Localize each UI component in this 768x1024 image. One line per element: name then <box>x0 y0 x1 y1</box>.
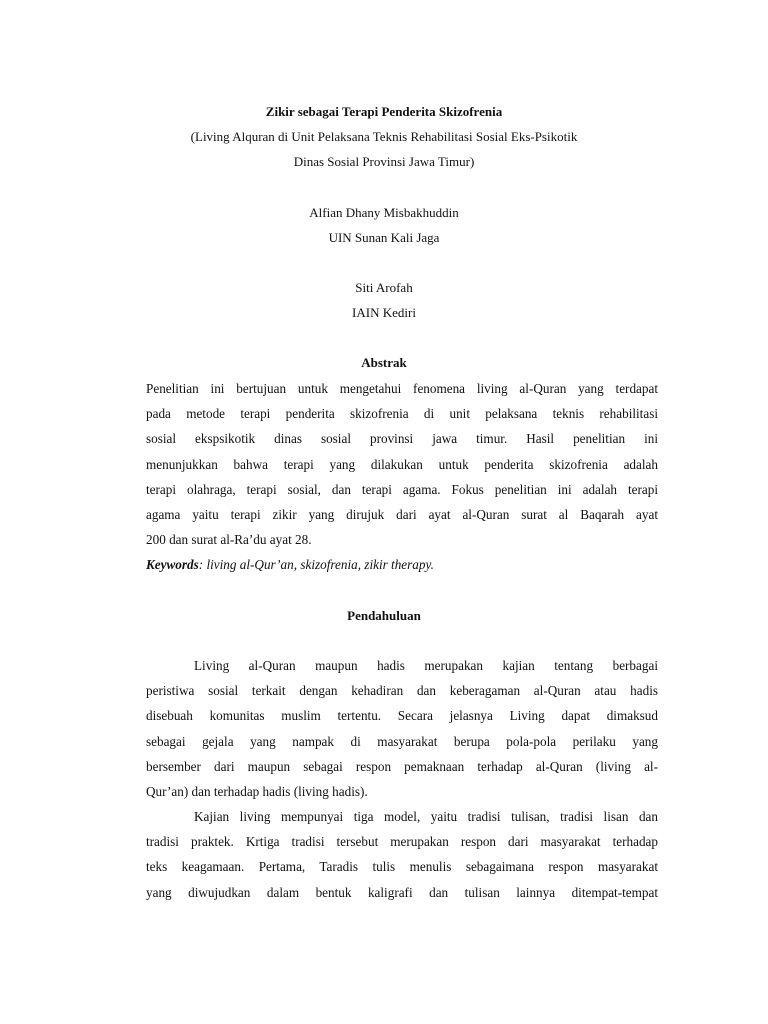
author-2-affiliation: IAIN Kediri <box>352 305 416 320</box>
paper-subtitle-line-1: (Living Alquran di Unit Pelaksana Teknis Rehabilitasi Sosial Eks-Psikotik <box>190 129 578 144</box>
abstract-line: pada metode terapi penderita skizofrenia di unit pelaksana teknis rehabilitasi <box>146 406 658 422</box>
intro-line: Kajian living mempunyai tiga model, yaitu tradisi tulisan, tradisi lisan dan <box>194 809 658 824</box>
abstract-body <box>146 376 658 552</box>
abstract-line: sosial ekspsikotik dinas sosial provinsi jawa timur. Hasil penelitian ini <box>146 431 658 447</box>
author-1-affiliation: UIN Sunan Kali Jaga <box>328 230 440 245</box>
intro-line: Living al-Quran maupun hadis merupakan kajian tentang berbagai <box>194 658 658 673</box>
intro-paragraph-1 <box>146 653 658 804</box>
keywords-line <box>146 555 434 575</box>
intro-line: teks keagamaan. Pertama, Taradis tulis menulis sebagaimana respon masyarakat <box>146 859 658 875</box>
intro-line: bersember dari maupun sebagai respon pemaknaan terhadap al-Quran (living al- <box>146 758 658 774</box>
abstract-line: terapi olahraga, terapi sosial, dan terapi agama. Fokus penelitian ini adalah terapi <box>146 481 658 497</box>
intro-line: tradisi praktek. Krtiga tradisi tersebut merupakan respon dari masyarakat terhadap <box>146 834 658 850</box>
abstract-line: menunjukkan bahwa terapi yang dilakukan untuk penderita skizofrenia adalah <box>146 456 658 472</box>
keywords-label: Keywords <box>146 557 199 572</box>
paper-title: Zikir sebagai Terapi Penderita Skizofrenia <box>265 104 503 119</box>
intro-paragraph-2 <box>146 804 658 905</box>
intro-line: sebagai gejala yang nampak di masyarakat berupa pola-pola perilaku yang <box>146 733 658 749</box>
intro-heading: Pendahuluan <box>347 608 421 623</box>
author-2-name: Siti Arofah <box>355 280 413 295</box>
abstract-line: agama yaitu terapi zikir yang dirujuk dari ayat al-Quran surat al Baqarah ayat <box>146 506 658 522</box>
intro-line: Qur’an) dan terhadap hadis (living hadis). <box>146 783 368 799</box>
abstract-heading: Abstrak <box>361 355 407 370</box>
intro-line: yang diwujudkan dalam bentuk kaligrafi dan tulisan lainnya ditempat-tempat <box>146 884 658 900</box>
intro-line: peristiwa sosial terkait dengan kehadiran dan keberagaman al-Quran atau hadis <box>146 683 658 699</box>
author-1-name: Alfian Dhany Misbakhuddin <box>309 205 459 220</box>
keywords-text: : living al-Qur’an, skizofrenia, zikir therapy. <box>198 557 434 572</box>
intro-line: disebuah komunitas muslim tertentu. Secara jelasnya Living dapat dimaksud <box>146 708 658 724</box>
abstract-line: 200 dan surat al-Ra’du ayat 28. <box>146 532 312 548</box>
abstract-line: Penelitian ini bertujuan untuk mengetahui fenomena living al-Quran yang terdapat <box>146 381 658 396</box>
paper-subtitle-line-2: Dinas Sosial Provinsi Jawa Timur) <box>293 154 475 169</box>
